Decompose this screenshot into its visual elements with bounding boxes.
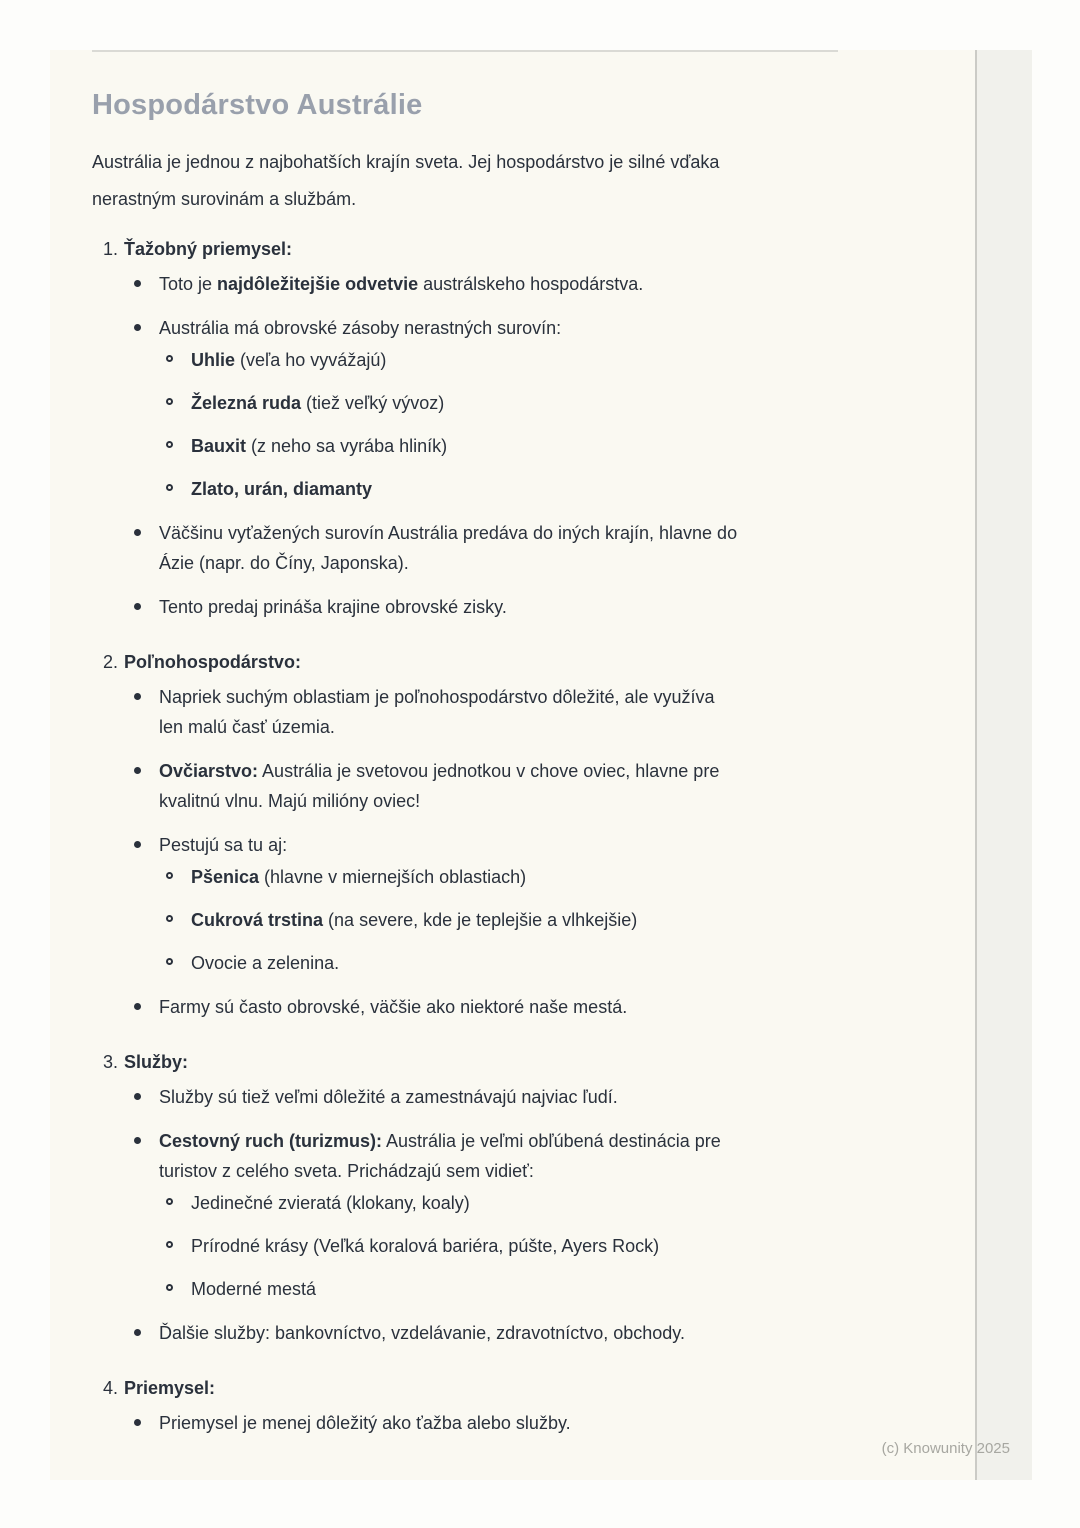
text-segment: Jedinečné zvieratá (klokany, koaly) bbox=[191, 1193, 470, 1213]
text-segment: Služby sú tiež veľmi dôležité a zamestnávajú najviac ľudí. bbox=[159, 1087, 618, 1107]
circle-bullet-icon bbox=[166, 355, 173, 362]
circle-bullet-icon bbox=[166, 872, 173, 879]
text-segment: Austrália má obrovské zásoby nerastných surovín: bbox=[159, 318, 562, 338]
bold-text-segment: Ovčiarstvo: bbox=[159, 761, 259, 781]
text-segment: (tiež veľký vývoz) bbox=[301, 393, 445, 413]
bullet-icon bbox=[134, 1093, 141, 1100]
bold-text-segment: Cestovný ruch (turizmus): bbox=[159, 1131, 383, 1151]
circle-bullet-icon bbox=[166, 441, 173, 448]
sub-bullet-item bbox=[159, 905, 838, 935]
circle-bullet-icon bbox=[166, 915, 173, 922]
text-segment: austrálskeho hospodárstva. bbox=[418, 274, 644, 294]
text-segment: Ďalšie služby: bankovníctvo, vzdelávanie, zdravotníctvo, obchody. bbox=[159, 1323, 685, 1343]
document-page bbox=[50, 50, 975, 1480]
sub-bullet-text bbox=[191, 350, 386, 370]
outline-item-row bbox=[103, 1047, 838, 1077]
text-segment: Priemysel je menej dôležitý ako ťažba alebo služby. bbox=[159, 1413, 571, 1433]
bullet-text bbox=[159, 835, 287, 855]
text-segment: Napriek suchým oblastiam je poľnohospodárstvo dôležité, ale využíva len malú časť územia. bbox=[159, 687, 715, 737]
document-content bbox=[92, 50, 838, 1438]
bullet-icon bbox=[134, 529, 141, 536]
sub-bullet-text bbox=[191, 436, 447, 456]
sub-bullet-text bbox=[191, 1236, 659, 1256]
bullet-text bbox=[159, 1087, 618, 1107]
bullet-item bbox=[103, 1408, 838, 1438]
sub-bullet-item bbox=[159, 345, 838, 375]
bullet-text bbox=[159, 318, 561, 338]
scrollbar-track[interactable] bbox=[975, 50, 1032, 1480]
text-segment: Pestujú sa tu aj: bbox=[159, 835, 288, 855]
bullet-text bbox=[159, 1413, 571, 1433]
bullet-icon bbox=[134, 1137, 141, 1144]
bullet-item bbox=[103, 1082, 838, 1112]
sub-bullet-item bbox=[159, 1188, 838, 1218]
bullet-item bbox=[103, 518, 838, 578]
text-segment: Tento predaj prináša krajine obrovské zisky. bbox=[159, 597, 507, 617]
sub-bullet-list bbox=[159, 1188, 838, 1304]
circle-bullet-icon bbox=[166, 398, 173, 405]
bullet-item bbox=[103, 313, 838, 504]
text-segment: Prírodné krásy (Veľká koralová bariéra, púšte, Ayers Rock) bbox=[191, 1236, 660, 1256]
outline-item-row bbox=[103, 1373, 838, 1403]
outline-item bbox=[103, 1047, 838, 1348]
bold-text-segment: Zlato, urán, diamanty bbox=[191, 479, 373, 499]
bullet-icon bbox=[134, 1419, 141, 1426]
bold-text-segment: Uhlie bbox=[191, 350, 236, 370]
bullet-item bbox=[103, 830, 838, 978]
sub-bullet-item bbox=[159, 948, 838, 978]
sub-bullet-text bbox=[191, 393, 444, 413]
outline-item bbox=[103, 234, 838, 622]
bold-text-segment: Bauxit bbox=[191, 436, 247, 456]
text-segment: Toto je bbox=[159, 274, 218, 294]
intro-paragraph: Austrália je jednou z najbohatších krajín sveta. Jej hospodárstvo je silné vďaka nerastným surovinám a službám. bbox=[92, 152, 720, 209]
bullet-text bbox=[159, 523, 737, 573]
outline-item-number: 4. bbox=[103, 1378, 119, 1398]
text-segment: Farmy sú často obrovské, väčšie ako niektoré naše mestá. bbox=[159, 997, 628, 1017]
outline-item-number: 3. bbox=[103, 1052, 119, 1072]
bullet-item bbox=[103, 1318, 838, 1348]
bullet-icon bbox=[134, 693, 141, 700]
sub-bullet-list bbox=[159, 862, 838, 978]
bullet-text bbox=[159, 687, 715, 737]
bullet-text bbox=[159, 597, 507, 617]
text-segment: Austrália je veľmi obľúbená destinácia pre turistov z celého sveta. Prichádzajú sem vidieť: bbox=[159, 1131, 721, 1181]
sub-bullet-text bbox=[191, 910, 637, 930]
text-segment: (z neho sa vyrába hliník) bbox=[246, 436, 448, 456]
outline-item-heading: Priemysel: bbox=[124, 1378, 216, 1398]
outline-item bbox=[103, 647, 838, 1022]
bullet-list bbox=[103, 1082, 838, 1348]
bullet-icon bbox=[134, 1329, 141, 1336]
bullet-icon bbox=[134, 603, 141, 610]
copyright-watermark: (c) Knowunity 2025 bbox=[881, 1440, 1010, 1457]
bullet-list bbox=[103, 1408, 838, 1438]
bullet-text bbox=[159, 274, 643, 294]
text-segment: Väčšinu vyťažených surovín Austrália predáva do iných krajín, hlavne do Ázie (napr. do Číny, Japonska). bbox=[159, 523, 738, 573]
outline-item-heading: Poľnohospodárstvo: bbox=[124, 652, 301, 672]
bold-text-segment: najdôležitejšie odvetvie bbox=[217, 274, 419, 294]
text-segment: (hlavne v miernejších oblastiach) bbox=[259, 867, 527, 887]
outline-item-row bbox=[103, 647, 838, 677]
bold-text-segment: Cukrová trstina bbox=[191, 910, 324, 930]
bullet-list bbox=[103, 269, 838, 622]
sub-bullet-text bbox=[191, 953, 339, 973]
bullet-icon bbox=[134, 280, 141, 287]
sub-bullet-item bbox=[159, 862, 838, 892]
bullet-item bbox=[103, 756, 838, 816]
bullet-item bbox=[103, 682, 838, 742]
bullet-item bbox=[103, 1126, 838, 1304]
bullet-icon bbox=[134, 324, 141, 331]
sub-bullet-item bbox=[159, 1231, 838, 1261]
bullet-icon bbox=[134, 841, 141, 848]
outline-item-row bbox=[103, 234, 838, 264]
text-segment: (veľa ho vyvážajú) bbox=[235, 350, 387, 370]
sub-bullet-item bbox=[159, 1274, 838, 1304]
outline-item-heading: Ťažobný priemysel: bbox=[124, 239, 293, 259]
text-segment: Austrália je svetovou jednotkou v chove oviec, hlavne pre kvalitnú vlnu. Majú milióny oviec! bbox=[159, 761, 720, 811]
outline-item bbox=[103, 1373, 838, 1438]
circle-bullet-icon bbox=[166, 958, 173, 965]
bullet-item bbox=[103, 592, 838, 622]
bullet-icon bbox=[134, 767, 141, 774]
circle-bullet-icon bbox=[166, 1241, 173, 1248]
bullet-text bbox=[159, 761, 719, 811]
text-segment: (na severe, kde je teplejšie a vlhkejšie) bbox=[323, 910, 638, 930]
outline-item-number: 2. bbox=[103, 652, 119, 672]
bullet-text bbox=[159, 1323, 685, 1343]
bold-text-segment: Pšenica bbox=[191, 867, 260, 887]
bullet-text bbox=[159, 997, 627, 1017]
sub-bullet-text bbox=[191, 867, 526, 887]
outline-item-heading: Služby: bbox=[124, 1052, 189, 1072]
sub-bullet-item bbox=[159, 474, 838, 504]
sub-bullet-list bbox=[159, 345, 838, 504]
outline-item-number: 1. bbox=[103, 239, 119, 259]
sub-bullet-text bbox=[191, 1193, 470, 1213]
outline-list bbox=[92, 234, 838, 1438]
text-segment: Moderné mestá bbox=[191, 1279, 317, 1299]
bullet-list bbox=[103, 682, 838, 1022]
sub-bullet-text bbox=[191, 1279, 316, 1299]
bullet-item bbox=[103, 992, 838, 1022]
sub-bullet-text bbox=[191, 479, 372, 499]
sub-bullet-item bbox=[159, 388, 838, 418]
circle-bullet-icon bbox=[166, 1284, 173, 1291]
bullet-item bbox=[103, 269, 838, 299]
bold-text-segment: Železná ruda bbox=[191, 393, 302, 413]
bullet-icon bbox=[134, 1003, 141, 1010]
circle-bullet-icon bbox=[166, 1198, 173, 1205]
sub-bullet-item bbox=[159, 431, 838, 461]
circle-bullet-icon bbox=[166, 484, 173, 491]
page-title: Hospodárstvo Austrálie bbox=[92, 89, 423, 121]
bullet-text bbox=[159, 1131, 721, 1181]
text-segment: Ovocie a zelenina. bbox=[191, 953, 340, 973]
